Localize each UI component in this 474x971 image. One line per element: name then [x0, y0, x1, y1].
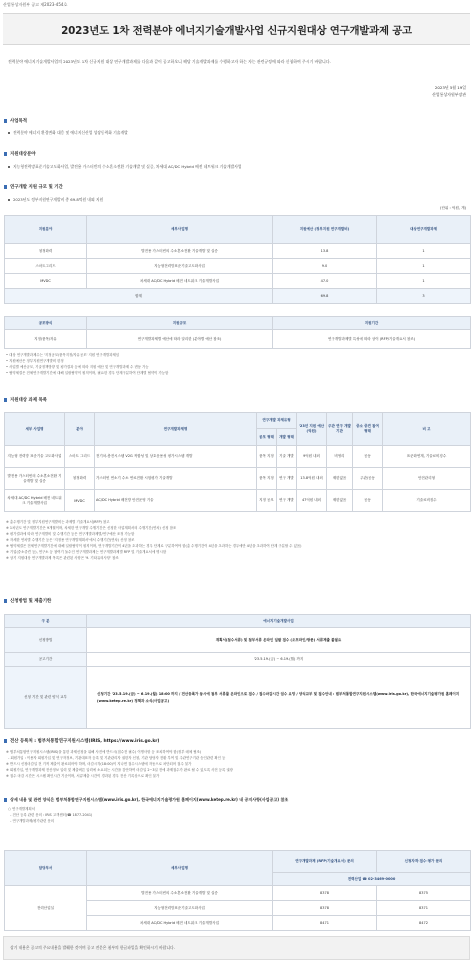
col-header: 세부사업명	[87, 216, 273, 244]
section-marker	[4, 119, 7, 123]
cell: 8371	[377, 901, 471, 916]
table-row	[5, 468, 471, 490]
table-row	[5, 259, 471, 274]
cell: 1	[377, 274, 471, 289]
cell: 9.0	[273, 259, 377, 274]
cell: 연구개발과제별 특성에 따라 상이 (RFP/기술개요서 참조)	[273, 330, 471, 349]
cell: 연구개발과제별 예산에 따라 알리한 (분야별 예산 참조)	[87, 330, 273, 349]
cell: 계획서(첨수서류) 및 첨부서류 온라인 일괄 접수 (오프라인/방문) 서류제출 불필요	[87, 628, 471, 653]
col-header: 에너지기술개발사업	[87, 615, 471, 628]
col-header: 대상연구개발과제	[377, 216, 471, 244]
note-item: • 협약체결은 전체연구개발기간에 대해 일괄협약이 원칙이며, 필요한 경우 단계구분하여 단계별 협약이 가능함	[6, 370, 169, 375]
cell: 스마트 그리드	[65, 446, 95, 468]
cell: 신청방법	[5, 628, 87, 653]
note-item: ※ 협약체결은 전체연구개발기간에 대해 일괄협약이 원칙이며, 연구개발기간이 4년을 초과하는 경우 단계로 구분하여야 함(총 수행기간이 4년을 초과하는 경우에만 4년을 초과하여 단계 구분할 수 있음)	[6, 543, 302, 548]
support-table	[4, 316, 471, 349]
cell: 청정화력	[65, 468, 95, 490]
note-item: • 지원예산은 정부지원연구개발비 한정	[6, 358, 64, 363]
cell: 지능형 전력망 표준기술 고도화사업	[5, 446, 65, 468]
section-list	[4, 397, 47, 403]
cell: 1	[377, 259, 471, 274]
page-title: 2023년도 1차 전력분야 에너지기술개발사업 신규지원대상 연구개발과제 공고	[61, 24, 412, 37]
col-header: 지원규모	[87, 317, 273, 330]
section-title: 사업목적	[10, 119, 27, 124]
note-item: - 연구개발과제/평가관련 문의	[8, 818, 54, 823]
note-item: ○ 연구개발계획서	[8, 807, 35, 811]
note-item: • 대상 연구개발과제수는 '지정공모/품목지정/자유공모' 지원 연구개발과제임	[6, 353, 120, 357]
cell: 8471	[273, 916, 377, 931]
note-item: • 사업별 예산규모, 기술정책방향 및 평가결과 등에 따라 지원 예산 및 연구개발과제 수 변동 가능	[6, 364, 149, 369]
cell: 합계	[5, 289, 273, 304]
purpose-text: 전력분야 에너지 환경변화 대응 및 에너지신산업 성장동력화 기술개발	[8, 130, 128, 136]
cell: 제한없음	[327, 468, 353, 490]
cell: 청정화력	[5, 244, 87, 259]
cell: MVDC	[5, 274, 87, 289]
section-marker	[4, 152, 7, 156]
col-header: 지원분야	[5, 216, 87, 244]
cell: 신청기간 '23.5.19.(금) ~ 6.19.(월) 18:00 까지 / 전산등록가 동시에 첨부 서류를 온라인으로 접수 / 접수마감시간 엄수 요망 / 양식교부 및 접수안내 : 범부처통합연구지원시스템(www.iris.go.kr), 한국에너지기술평가원 홈페이지(www.ketep.re.kr) 정책과 소식(사업공고)	[87, 667, 471, 729]
section-marker	[4, 798, 7, 802]
col-header: 연구개발과제명	[95, 413, 257, 446]
date-block	[432, 85, 466, 98]
cell: 8375	[377, 886, 471, 901]
title-box	[3, 13, 470, 45]
col-header: 비 고	[383, 413, 471, 446]
section-purpose	[4, 118, 27, 124]
cell: 3	[377, 289, 471, 304]
apply-table	[4, 614, 471, 729]
target-text: 지능형전력망표준기술고도화사업, 발전용 가스터빈의 수소혼소전환 기술개발 및 실증, 차세대 AC/DC Hybrid 배전 네트워크 기술개발사업	[8, 164, 242, 170]
note-item: ※ 기업(중소중견 등), 연구소 등 참여기 둘수인 연구개발과제는 연구개발과제별 RFP 및 기술개요서에 명시함	[6, 549, 167, 554]
cell: 지능형전력망표준기술고도화사업	[87, 259, 273, 274]
col-header: 담당부서	[5, 851, 87, 886]
cell: 지정/품목/자유	[5, 330, 87, 349]
table-row	[5, 886, 471, 901]
col-header: 지원기간	[273, 317, 471, 330]
cell: 연구 개발	[277, 468, 297, 490]
table-row	[5, 653, 471, 667]
cell: 지정 공모	[257, 490, 277, 512]
col-header: 주관 연구 개발 기관	[327, 413, 353, 446]
section-title: 연구개발 지원 규모 및 기간	[10, 185, 63, 190]
table-row	[5, 490, 471, 512]
cell: 47.0	[273, 274, 377, 289]
table-row	[5, 274, 471, 289]
total-row	[5, 289, 471, 304]
cell: 품목 지정	[257, 446, 277, 468]
cell: 차세대 AC/DC Hybrid 배전 네트워크 기술개발사업	[87, 916, 273, 931]
budget-table	[4, 215, 471, 304]
contact-table	[4, 850, 471, 931]
cell: 전력산업실	[5, 886, 87, 931]
note-item: ※ 반드시 신청마감일 전 기적 제출이 완료되어야 하며, 마감시각(18:00)이 지나면 접수시스템에 자동으로 차단되어 접수 불가	[6, 761, 192, 766]
ministry-name: 산업통상자원부장관	[432, 91, 466, 97]
cell: 연구 개발	[277, 490, 297, 512]
cell: 8472	[377, 916, 471, 931]
announce-date: 2023년 5월 19일	[434, 85, 466, 90]
cell: 스마트그리드	[5, 259, 87, 274]
section-marker	[4, 398, 7, 402]
cell: 신청 기간 및 관련 양식 교부	[5, 667, 87, 729]
col-header: 지원예산 (정부지원 연구개발비)	[273, 216, 377, 244]
cell: 9억원 내외	[297, 446, 327, 468]
cell: AC/DC Hybrid 배전망 안전운영 기술	[95, 490, 257, 512]
note-item: ※ 1차년도 연구개발기간은 9개월이며, 차세한 연구개발 수행기간은 신청한 사업계획서의 수행기간(연차) 신청 참조	[6, 525, 177, 530]
table-row	[5, 628, 471, 653]
section-marker	[4, 185, 7, 189]
unit-label: (단위 : 억원, 개)	[440, 206, 466, 210]
section-title: 신청방법 및 제출기한	[10, 599, 52, 604]
cell: 13.8	[273, 244, 377, 259]
cell: 안전관리형	[383, 468, 471, 490]
col-header: 연구개발 과제유형	[257, 413, 297, 429]
cell: 표준화연계, 기술료비징수	[383, 446, 471, 468]
project-table	[4, 412, 471, 512]
cell: 69.8	[273, 289, 377, 304]
col-header: 신청자격·접수·평가 문의	[377, 851, 471, 873]
note-item: ※ 접수 마감 시간은 시스템 확인시간 기준이며, 서류제출 시간이 경과된 경우 전산 기록상으로 확인 불가	[6, 773, 160, 778]
notes-projects	[6, 520, 468, 562]
notice-number: 산업통상자원부 공고 제2023-454호	[3, 2, 68, 7]
cell: 47억원 내외	[297, 490, 327, 512]
table-row	[5, 446, 471, 468]
cell: 기술료비징수	[383, 490, 471, 512]
col-header: 중소 중견 참여 형태	[353, 413, 383, 446]
section-marker	[4, 739, 7, 743]
section-target	[4, 151, 35, 157]
col-header: 세부사업명	[87, 851, 273, 886]
section-title: 지원대상 과제 목록	[10, 398, 47, 403]
cell: 차세대 AC/DC Hybrid 배전 네트워크 기술개발사업	[87, 274, 273, 289]
col-header: 공모방식	[5, 317, 87, 330]
table-row	[5, 330, 471, 349]
contact-notes	[8, 807, 468, 825]
cell: 주관/공동	[353, 468, 383, 490]
table-row	[5, 244, 471, 259]
cell: MVDC	[65, 490, 95, 512]
section-iris	[4, 738, 159, 744]
cell: 제한없음	[327, 490, 353, 512]
table-row	[5, 667, 471, 729]
note-item: - 회원가입 : 이용자 회원가입 및 연구자정보, 기관대표자 등록 및 기관관리자 권한자 신청, 기관 담당자 전환 부여 및 주관연구기관 승인관련 확인 등	[6, 755, 226, 760]
cell: 차세대 AC/DC Hybrid 배전 네트워크 기술개발사업	[5, 490, 65, 512]
section-scale	[4, 184, 63, 190]
col-subheader: 공모 형태	[257, 429, 277, 446]
cell: '23.5.19.(금) ~ 6.19.(월) 까지	[87, 653, 471, 667]
section-title: 전산 등록처 : 범부처통합연구지원시스템(IRIS, https://www.iris.go.kr)	[10, 739, 160, 744]
note-item: - 전산 등록 관련 문의 : IRIS 고객센터(☎ 1877-2041)	[8, 812, 93, 817]
note-item: ※ 총수행기간 및 정부지원연구개발비는 과제별 기술개요서(RFP) 참고	[6, 520, 110, 524]
cell: 8378	[273, 901, 377, 916]
notes-budget	[6, 353, 468, 377]
cell: 발전용 가스터빈의 수소혼소전환 기술개발 및 실증	[87, 244, 273, 259]
cell: 발전용 가스터빈의 수소혼소전환 기술개발 및 실증	[87, 886, 273, 901]
section-title: 상세 내용 및 관련 양식은 범부처통합연구지원시스템(www.iris.go.kr), 한국에너지기술평가원 홈페이지(www.ketep.re.kr) 내 공지사항(사업공고) 참조	[10, 797, 289, 802]
cell: 13.8억원 내외	[297, 468, 327, 490]
cell: 전기차-충전시스템 V2G 적합성 및 상호운용성 평가시스템 개발	[95, 446, 257, 468]
footer-note	[3, 936, 470, 960]
notes-iris	[6, 750, 468, 780]
cell: 공동	[353, 490, 383, 512]
col-header: 세부 사업명	[5, 413, 65, 446]
note-item: ※ 자세한 연차별 수행기간 등은 '지정용 연구개발계획서'에서 수행기간(연차) 산정 참조	[6, 537, 135, 542]
note-item: ※ 범부처통합연구지원시스템(IRIS)을 통한 과제신청을 위해 사전에 반드시(접수전 필수) 이명사항 등 조치하여야 함(정부 매체 협조)	[6, 750, 202, 754]
note-item: ※ 상기 지원대상 연구개발과제 목록은 관련된 사항은 '9. 기타유의사항' 참조	[6, 555, 119, 560]
col-header: '23년 지원 예산 (억원)	[297, 413, 327, 446]
col-header: 연구개발과제 (RFP/기술개요서) 문의	[273, 851, 377, 873]
section-marker	[4, 599, 7, 603]
section-apply	[4, 598, 51, 604]
intro-text: 전력분야 에너지기술개발사업의 2023년도 1차 신규지원 대상 연구개발과제를 다음과 같이 공고하오니 해당 기술개발과제를 수행하고자 하는 자는 관련규정에 따라 신청하여 주시기 바랍니다.	[8, 59, 331, 64]
section-title: 지원대상분야	[10, 152, 36, 157]
col-header: 분야	[65, 413, 95, 446]
cell: 지능형전력망표준기술고도화사업	[87, 901, 273, 916]
scale-text: 2023년도 정부지원연구개발비 총 69.8억원 내외 지원	[8, 197, 103, 203]
cell: 발전용 가스터빈의 수소혼소전환 기술개발 및 실증	[5, 468, 65, 490]
cell: 품목 지정	[257, 468, 277, 490]
cell: 비영리	[327, 446, 353, 468]
note-item: ※ 평가결과에 따라 연구개발비 및 수행기간 등은 연구개발과제별/연구예산 조정 가능함	[6, 531, 135, 536]
section-details	[4, 797, 468, 803]
cell: 공동	[353, 446, 383, 468]
cell: 기술 개발	[277, 446, 297, 468]
cell: 공고기간	[5, 653, 87, 667]
phone-header: 전력산업 ☎ 02-3469-0000	[273, 873, 471, 886]
col-header: 구 분	[5, 615, 87, 628]
cell: 8378	[273, 886, 377, 901]
col-subheader: 개발 형태	[277, 429, 297, 446]
note-item: ※ 회원가입, 연구개발과제 전산정보 입력 및 제출버튼 입력에 소요되는 시간을 감안하여 마감일 2~3일 전에 과제접수가 완료 될 수 있도록 사전 등록 권장	[6, 767, 233, 772]
cell: 가스터빈 연소기 수소 연료전환 시험평가 기술개발	[95, 468, 257, 490]
cell: 1	[377, 244, 471, 259]
footer-text: 상기 내용은 공고의 주요내용을 발췌한 것이며 공고 전문은 첨부의 한글파일을 확인하시기 바랍니다.	[10, 945, 175, 950]
